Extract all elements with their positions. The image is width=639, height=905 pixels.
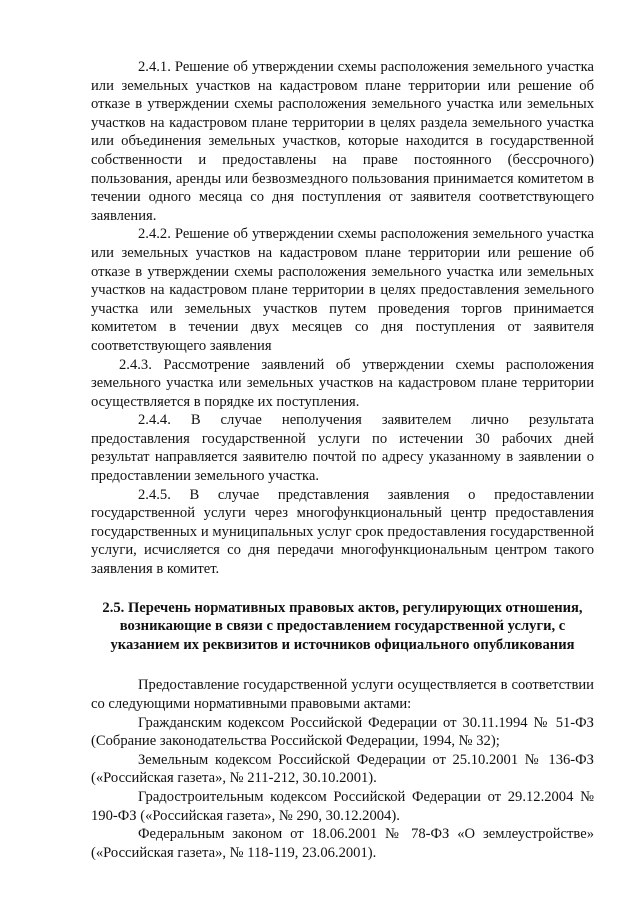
paragraph-2-4-1: 2.4.1. Решение об утверждении схемы расположения земельного участка или земельных участков на кадастровом плане территории или решение об отказе в утверждении схемы расположения земельного участка или земельных участков на кадастровом плане территории в целях раздела земельного участка или объединения земельных участков, которые находится в государственной собственности и предоставлены на праве постоянного (бессрочного) пользования, аренды или безвозмездного пользования принимается комитетом в течении одного месяца со дня поступления от заявителя соответствующего заявления.: [91, 59, 594, 224]
paragraph-2-4-5: 2.4.5. В случае представления заявления о предоставлении государственной услуги через многофункциональный центр предоставления государственных и муниципальных услуг срок предоставления государственной услуги, исчисляется со дня передачи многофункциональным центром такого заявления в комитет.: [91, 486, 594, 578]
section-heading-2-5: 2.5. Перечень нормативных правовых актов, регулирующих отношения, возникающие в связи с предоставлением государственной услуги, с указанием их реквизитов и источников официального опубликования: [102, 599, 583, 653]
paragraph-2-4-4: 2.4.4. В случае неполучения заявителем лично результата предоставления государственной услуги по истечении 30 рабочих дней результат направляется заявителю почтой по адресу указанному в заявлении о предоставлении земельного участка.: [91, 412, 594, 485]
paragraph-urban-code: Градостроительным кодексом Российской Федерации от 29.12.2004 № 190-ФЗ («Российская газета», № 290, 30.12.2004).: [91, 788, 594, 824]
paragraph-2-4-2: 2.4.2. Решение об утверждении схемы расположения земельного участка или земельных участков на кадастровом плане территории или решение об отказе в утверждении схемы расположения земельного участка или земельных участков на кадастровом плане территории в целях предоставления земельного участка или земельных участков путем проведения торгов принимается комитетом в течении двух месяцев со дня поступления от заявителя соответствующего заявления: [91, 226, 594, 354]
paragraph-intro-acts: Предоставление государственной услуги осуществляется в соответствии со следующими нормативными правовыми актами:: [91, 677, 594, 712]
paragraph-federal-law: Федеральным законом от 18.06.2001 № 78-ФЗ «О землеустройстве» («Российская газета», № 118-119, 23.06.2001).: [91, 826, 594, 861]
paragraph-2-4-3: 2.4.3. Рассмотрение заявлений об утверждении схемы расположения земельного участка или земельных участков на кадастровом плане территории осуществляется в порядке их поступления.: [91, 356, 594, 410]
paragraph-land-code: Земельным кодексом Российской Федерации от 25.10.2001 № 136-ФЗ («Российская газета», № 211-212, 30.10.2001).: [91, 751, 594, 787]
document-body: [91, 58, 594, 862]
paragraph-civil-code: Гражданским кодексом Российской Федерации от 30.11.1994 № 51-ФЗ (Собрание законодательства Российской Федерации, 1994, № 32);: [91, 714, 594, 750]
